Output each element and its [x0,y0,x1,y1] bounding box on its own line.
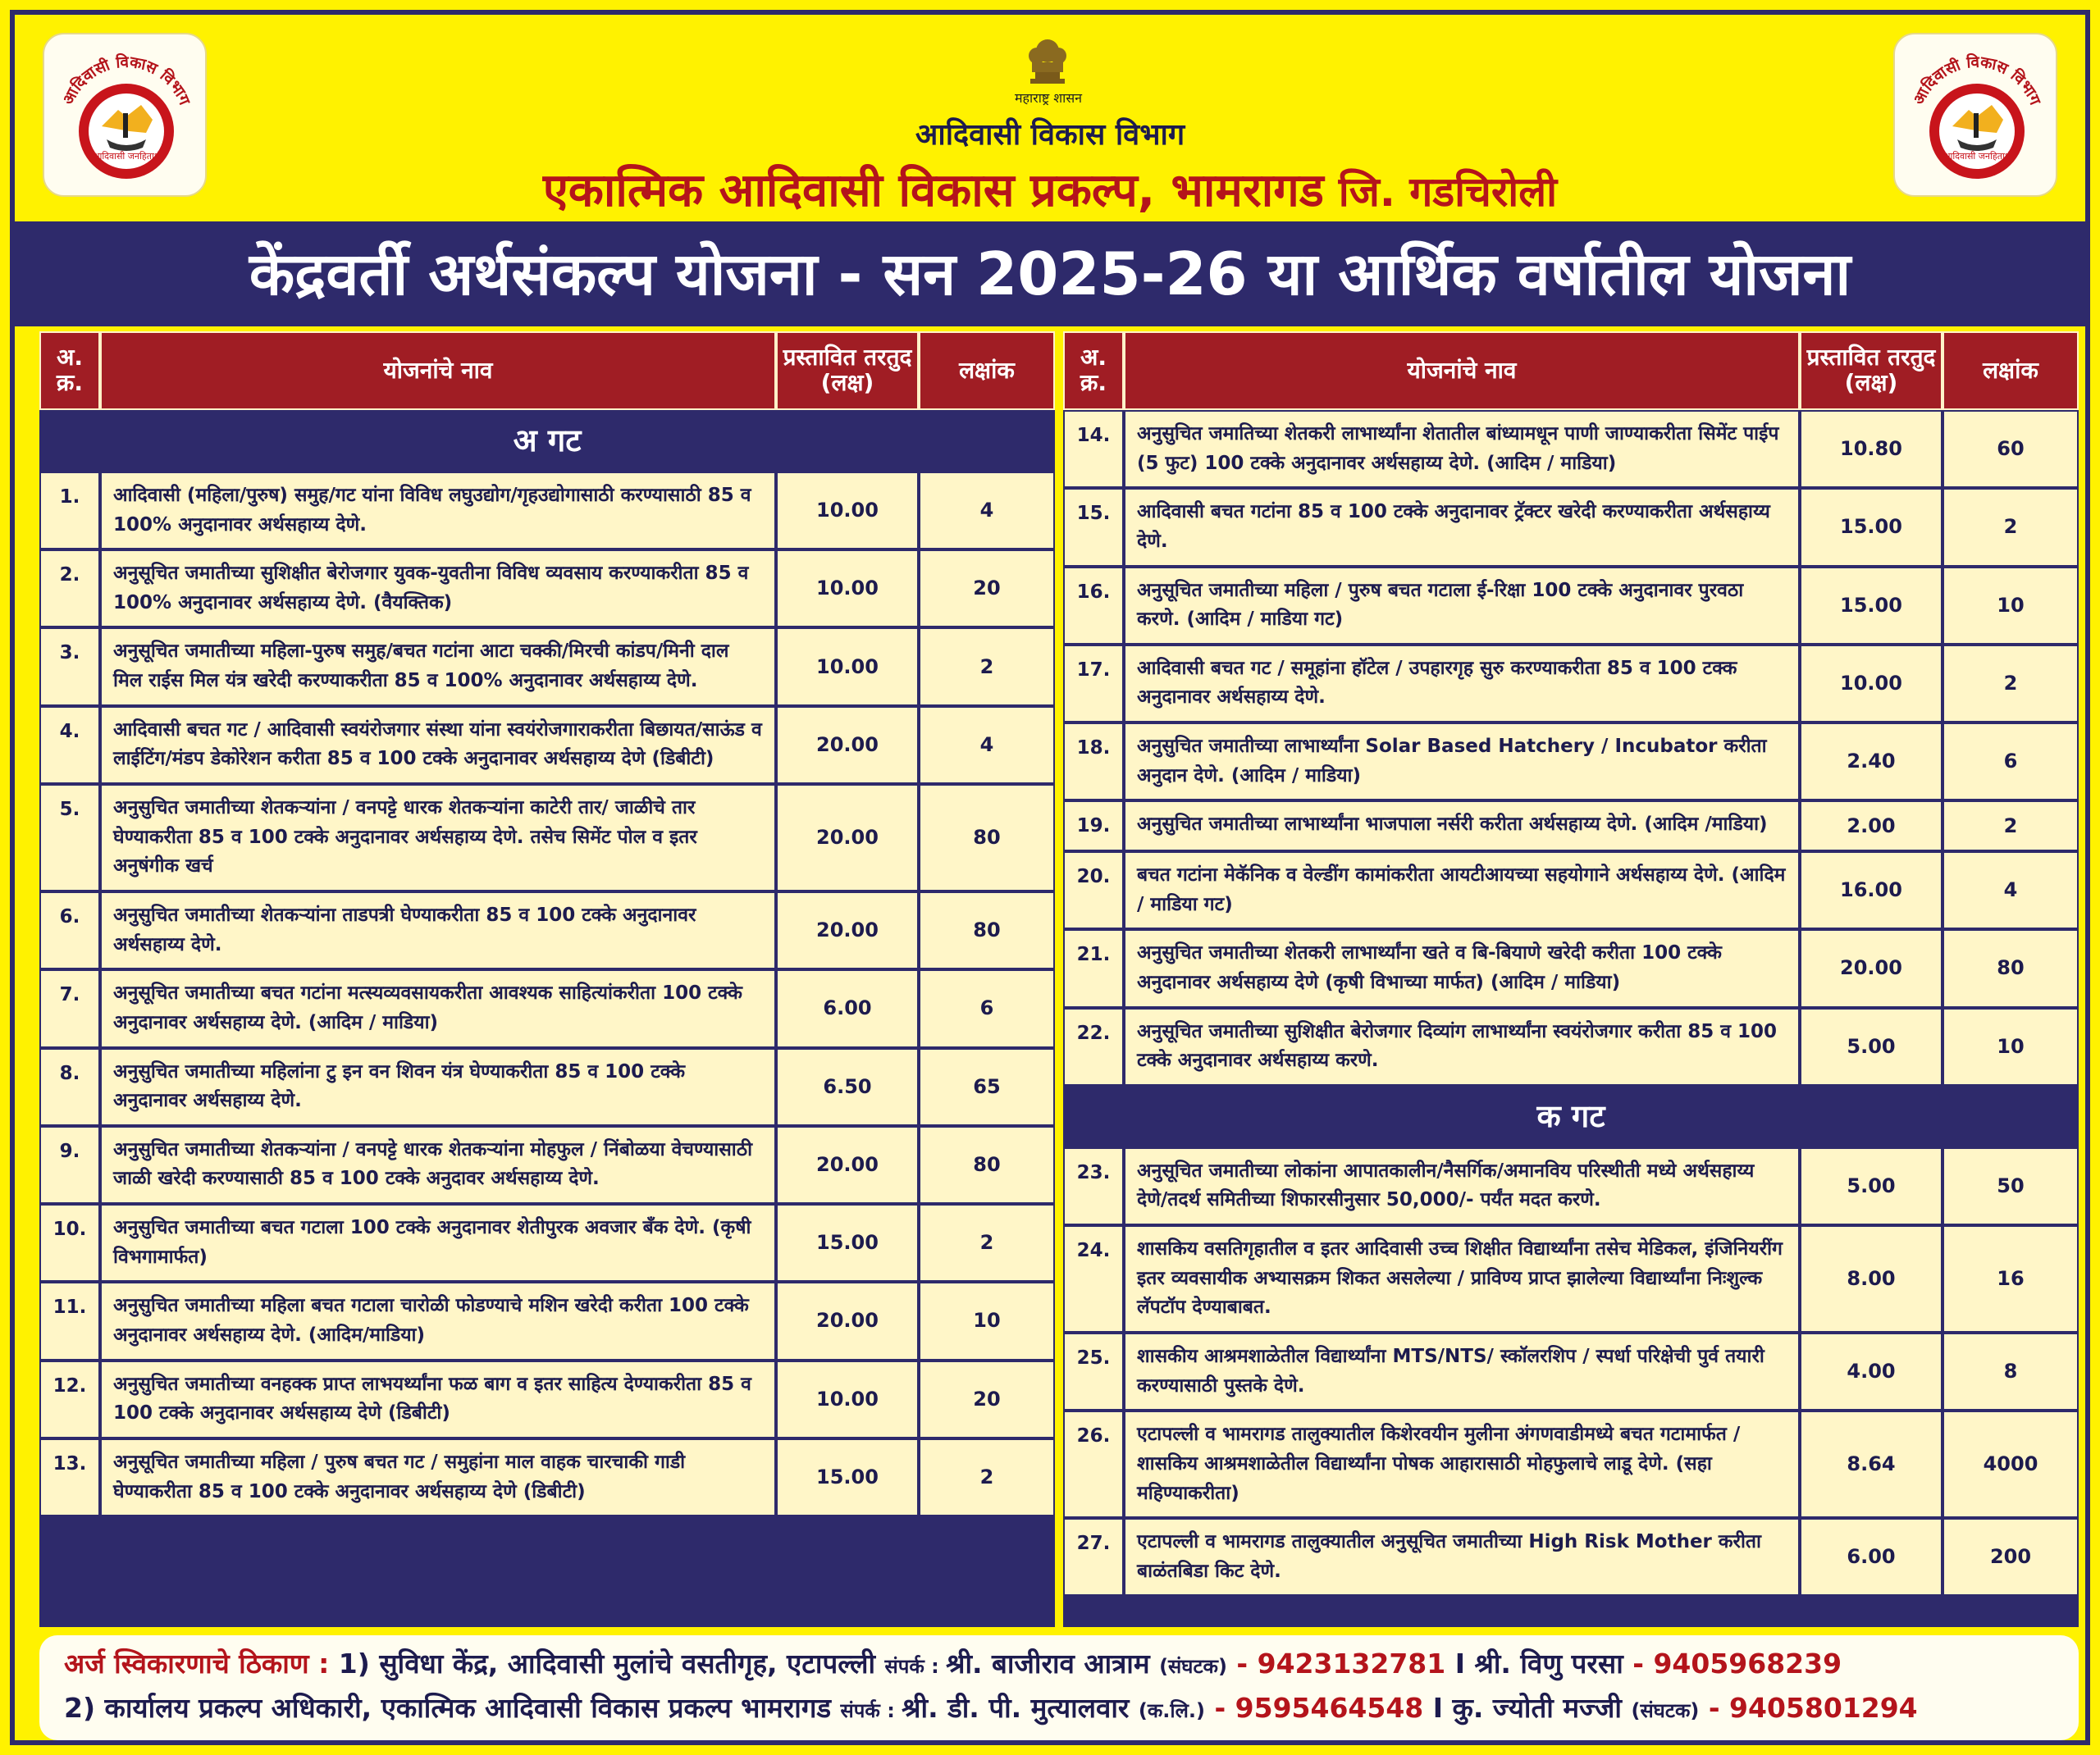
scheme-amount: 20.00 [776,1126,919,1204]
scheme-row [1063,723,2079,800]
scheme-name: अनुसुचित जमातीच्या बचत गटाला 100 टक्के अनुदानावर शेतीपुरक अवजार बँक देणे. (कृषी विभगामार्फत) [100,1204,776,1282]
scheme-target: 10 [1942,567,2079,645]
scheme-name: अनुसूचित जमातीच्या सुशिक्षीत बेरोजगार दिव्यांग लाभार्थ्यांना स्वयंरोजगार करीता 85 व 100 टक्के अनुदानावर अर्थसहाय्य करणे. [1124,1008,1800,1086]
scheme-row [1063,1008,2079,1086]
scheme-number: 26. [1063,1411,1124,1518]
scheme-name: अनुसूचित जमातीच्या महिला-पुरुष समुह/बचत गटांना आटा चक्की/मिरची कांडप/मिनी दाल मिल राईस मिल यंत्र खरेदी करण्याकरीता 85 व 100% अनुदानावर अर्थसहाय्य देणे. [100,627,776,705]
contact-label: संपर्क : [840,1699,902,1722]
contact-phone: - 9405801294 [1699,1692,1918,1724]
scheme-name: अनुसुचित जमातीच्या महिला बचत गटाला चारोळी फोडण्याचे मशिन खरेदी करीता 100 टक्के अनुदानावर अर्थसहाय्य देणे. (आदिम/माडिया) [100,1282,776,1360]
scheme-amount: 15.00 [776,1204,919,1282]
contact-phone: - 9405968239 [1632,1648,1842,1680]
scheme-name: बचत गटांना मेकॅनिक व वेल्डींग कामांकरीता आयटीआयच्या सहयोगाने अर्थसहाय्य देणे. (आदिम / माडिया गट) [1124,851,1800,929]
scheme-number: 17. [1063,645,1124,723]
place-1: 1) सुविधा केंद्र, आदिवासी मुलांचे वसतीगृह, एटापल्ली [329,1648,885,1680]
group-row-k [1063,1086,2079,1147]
scheme-row [39,969,1055,1047]
scheme-number: 14. [1063,410,1124,488]
svg-text:आदिवासी विकास विभाग: आदिवासी विकास विभाग [59,52,194,108]
scheme-number: 2. [39,549,100,627]
scheme-amount: 6.00 [1800,1518,1942,1596]
scheme-number: 1. [39,472,100,549]
header-target: लक्षांक [1942,331,2079,410]
scheme-row [1063,1411,2079,1518]
scheme-target: 200 [1942,1518,2079,1596]
scheme-name: अनुसुचित जमातीच्या शेतकरी लाभार्थ्यांना खते व बि-बियाणे खरेदी करीता 100 टक्के अनुदानावर अर्थसहाय्य देणे (कृषी विभाच्या मार्फत) (आदिम / माडिया) [1124,929,1800,1007]
right-table-body-k [1063,1147,2079,1597]
header-amount: प्रस्तावित तरतुद (लक्ष) [1800,331,1942,410]
contact-phone: - 9423132781 [1226,1648,1446,1680]
table-header-row [39,331,1055,410]
scheme-target: 4 [919,472,1055,549]
scheme-amount: 10.00 [1800,645,1942,723]
scheme-name: अनुसुचित जमातीच्या शेतकऱ्यांना ताडपत्री घेण्याकरीता 85 व 100 टक्के अनुदानावर अर्थसहाय्य देणे. [100,891,776,969]
scheme-target: 2 [1942,800,2079,851]
scheme-target: 2 [919,1438,1055,1516]
scheme-number: 15. [1063,488,1124,566]
schemes-table-right [1063,331,2079,1627]
project-title [15,157,2085,220]
scheme-number: 5. [39,784,100,891]
application-place-label: अर्ज स्विकारणाचे ठिकाण : [64,1648,330,1680]
header [15,15,2085,220]
scheme-target: 60 [1942,410,2079,488]
svg-text:आदिवासी विकास विभाग: आदिवासी विकास विभाग [1910,52,2045,108]
scheme-amount: 10.00 [776,472,919,549]
scheme-amount: 20.00 [776,706,919,784]
scheme-target: 6 [1942,723,2079,800]
schemes-table-left [39,331,1055,1627]
contact-person: श्री. विणु परसा [1474,1648,1633,1680]
scheme-number: 12. [39,1361,100,1438]
group-label: अ गट [39,410,1055,472]
contact-person: श्री. डी. पी. मुत्यालवार [902,1692,1139,1724]
scheme-target: 4 [1942,851,2079,929]
scheme-amount: 5.00 [1800,1147,1942,1225]
scheme-target: 2 [1942,645,2079,723]
scheme-number: 18. [1063,723,1124,800]
emblem-caption: महाराष्ट्र शासन [1014,90,1083,106]
scheme-amount: 15.00 [776,1438,919,1516]
scheme-amount: 8.00 [1800,1225,1942,1333]
header-sn: अ. क्र. [39,331,100,410]
scheme-amount: 16.00 [1800,851,1942,929]
scheme-name: अनुसूचित जमातीच्या महिला / पुरुष बचत गट / समुहांना माल वाहक चारचाकी गाडी घेण्याकरीता 85 व 100 टक्के अनुदानावर अर्थसहाय्य देणे (डिबीटी) [100,1438,776,1516]
scheme-name: एटापल्ली व भामरागड तालुक्यातील अनुसूचित जमातीच्या High Risk Mother करीता बाळंतबिडा किट देणे. [1124,1518,1800,1596]
scheme-amount: 10.80 [1800,410,1942,488]
scheme-row [1063,1333,2079,1411]
svg-text:आदिवासी जनहितार्थ: आदिवासी जनहितार्थ [1943,151,2011,162]
scheme-target: 4000 [1942,1411,2079,1518]
scheme-number: 8. [39,1048,100,1126]
scheme-target: 50 [1942,1147,2079,1225]
contact-footer [39,1635,2079,1740]
contact-person: श्री. बाजीराव आत्राम [946,1648,1160,1680]
scheme-target: 80 [1942,929,2079,1007]
scheme-amount: 10.00 [776,549,919,627]
scheme-row [1063,1147,2079,1225]
department-title: आदिवासी विकास विभाग [915,118,1185,152]
scheme-row [39,1282,1055,1360]
scheme-amount: 2.00 [1800,800,1942,851]
scheme-name: अनुसूचित जमातीच्या बचत गटांना मत्स्यव्यवसायकरीता आवश्यक साहित्यांकरीता 100 टक्के अनुदानावर अर्थसहाय्य देणे. (आदिम / माडिया) [100,969,776,1047]
scheme-name: अनुसुचित जमातीच्या वनहक्क प्राप्त लाभयर्थ्यांना फळ बाग व इतर साहित्य देण्याकरीता 85 व 100 टक्के अनुदानावर अर्थसहाय्य देणे (डिबीटी) [100,1361,776,1438]
scheme-row [1063,645,2079,723]
scheme-number: 9. [39,1126,100,1204]
right-group-k [1063,1086,2079,1147]
scheme-amount: 5.00 [1800,1008,1942,1086]
header-name: योजनांचे नाव [1124,331,1800,410]
scheme-number: 20. [1063,851,1124,929]
scheme-target: 80 [919,891,1055,969]
contact-person: कु. ज्योती मज्जी [1452,1692,1632,1724]
scheme-banner: केंद्रवर्ती अर्थसंकल्प योजना - सन 2025-26 या आर्थिक वर्षातील योजना [15,221,2085,326]
poster [10,10,2090,1745]
separator: I [1445,1648,1475,1680]
tribal-department-logo-icon [1895,34,2059,198]
scheme-name: आदिवासी बचत गट / आदिवासी स्वयंरोजगार संस्था यांना स्वयंरोजगाराकरीता बिछायत/साऊंड व लाईटिंग/मंडप डेकोरेशन करीता 85 व 100 टक्के अनुदानावर अर्थसहाय्य देणे (डिबीटी) [100,706,776,784]
scheme-target: 10 [919,1282,1055,1360]
scheme-name: अनुसुचित जमातिच्या शेतकरी लाभार्थ्यांना शेतातील बांध्यामधून पाणी जाण्याकरीता सिमेंट पाईप (5 फुट) 100 टक्के अनुदानावर अर्थसहाय्य देणे. (आदिम / माडिया) [1124,410,1800,488]
scheme-number: 23. [1063,1147,1124,1225]
table-header-row [1063,331,2079,410]
scheme-row [39,1048,1055,1126]
department-logo-right [1893,33,2057,197]
scheme-number: 24. [1063,1225,1124,1333]
scheme-target: 8 [1942,1333,2079,1411]
district-name: जि. गडचिरोली [1338,168,1558,216]
scheme-name: अनुसुचित जमातीच्या लाभार्थ्यांना Solar Based Hatchery / Incubator करीता अनुदान देणे. (आदिम / माडिया) [1124,723,1800,800]
scheme-row [39,891,1055,969]
scheme-row [39,1438,1055,1516]
header-sn: अ. क्र. [1063,331,1124,410]
scheme-row [1063,1225,2079,1333]
scheme-row [1063,800,2079,851]
scheme-row [39,1126,1055,1204]
scheme-number: 11. [39,1282,100,1360]
scheme-target: 80 [919,1126,1055,1204]
scheme-name: अनुसुचित जमातीच्या महिलांना टु इन वन शिवन यंत्र घेण्याकरीता 85 व 100 टक्के अनुदानावर अर्थसहाय्य देणे. [100,1048,776,1126]
scheme-amount: 2.40 [1800,723,1942,800]
scheme-target: 65 [919,1048,1055,1126]
scheme-number: 25. [1063,1333,1124,1411]
header-amount: प्रस्तावित तरतुद (लक्ष) [776,331,919,410]
scheme-row [39,1204,1055,1282]
scheme-number: 4. [39,706,100,784]
scheme-name: अनुसूचित जमातीच्या सुशिक्षीत बेरोजगार युवक-युवतीना विविध व्यवसाय करण्याकरीता 85 व 100% अनुदानावर अर्थसहाय्य देणे. (वैयक्तिक) [100,549,776,627]
scheme-amount: 20.00 [776,784,919,891]
scheme-target: 80 [919,784,1055,891]
scheme-name: शासकीय आश्रमशाळेतील विद्यार्थ्यांना MTS/NTS/ स्कॉलरशिप / स्पर्धा परिक्षेची पुर्व तयारी करण्यासाठी पुस्तके देणे. [1124,1333,1800,1411]
header-target: लक्षांक [919,331,1055,410]
scheme-amount: 6.50 [776,1048,919,1126]
scheme-number: 6. [39,891,100,969]
right-table-body-a [1063,410,2079,1086]
scheme-target: 10 [1942,1008,2079,1086]
scheme-target: 2 [1942,488,2079,566]
scheme-row [39,472,1055,549]
scheme-amount: 4.00 [1800,1333,1942,1411]
scheme-target: 20 [919,1361,1055,1438]
scheme-target: 16 [1942,1225,2079,1333]
scheme-amount: 8.64 [1800,1411,1942,1518]
scheme-amount: 6.00 [776,969,919,1047]
project-name: एकात्मिक आदिवासी विकास प्रकल्प, भामरागड [542,164,1324,217]
footer-line-2 [64,1686,2054,1730]
scheme-name: अनुसुचित जमातीच्या शेतकऱ्यांना / वनपट्टे धारक शेतकऱ्यांना काटेरी तार/ जाळीचे तार घेण्याकरीता 85 व 100 टक्के अनुदानावर अर्थसहाय्य देणे. तसेच सिमेंट पोल व इतर अनुषंगीक खर्च [100,784,776,891]
scheme-name: अनुसुचित जमातीच्या लाभार्थ्यांना भाजपाला नर्सरी करीता अर्थसहाय्य देणे. (आदिम /माडिया) [1124,800,1800,851]
scheme-number: 16. [1063,567,1124,645]
scheme-row [39,784,1055,891]
place-2: 2) कार्यालय प्रकल्प अधिकारी, एकात्मिक आदिवासी विकास प्रकल्प भामरागड [64,1692,841,1724]
scheme-amount: 20.00 [776,891,919,969]
group-label: क गट [1063,1086,2079,1147]
scheme-row [1063,488,2079,566]
scheme-row [39,627,1055,705]
svg-text:आदिवासी जनहितार्थ: आदिवासी जनहितार्थ [93,151,160,162]
contact-phone: - 9595464548 [1204,1692,1424,1724]
scheme-name: आदिवासी बचत गटांना 85 व 100 टक्के अनुदानावर ट्रॅक्टर खरेदी करण्याकरीता अर्थसहाय्य देणे. [1124,488,1800,566]
scheme-row [1063,410,2079,488]
scheme-row [39,549,1055,627]
scheme-number: 27. [1063,1518,1124,1596]
scheme-number: 13. [39,1438,100,1516]
scheme-target: 2 [919,1204,1055,1282]
scheme-name: शासकिय वसतिगृहातील व इतर आदिवासी उच्च शिक्षीत विद्यार्थ्यांना तसेच मेडिकल, इंजिनियरींग इतर व्यवसायीक अभ्यासक्रम शिकत असलेल्या / प्राविण्य प्राप्त झालेल्या विद्यार्थ्यांना निःशुल्क लॅपटॉप देण्याबाबत. [1124,1225,1800,1333]
scheme-amount: 10.00 [776,627,919,705]
separator: I [1423,1692,1453,1724]
group-row-a [39,410,1055,472]
scheme-row [1063,567,2079,645]
contact-label: संपर्क : [884,1655,947,1678]
scheme-target: 2 [919,627,1055,705]
contact-role: (संघटक) [1631,1699,1700,1722]
contact-role: (क.लि.) [1138,1699,1205,1722]
scheme-target: 6 [919,969,1055,1047]
scheme-number: 19. [1063,800,1124,851]
scheme-name: अनुसुचित जमातीच्या शेतकऱ्यांना / वनपट्टे धारक शेतकऱ्यांना मोहफुल / निंबोळया वेचण्यासाठी जाळी खरेदी करण्यासाठी 85 व 100 टक्के अनुदावर अर्थसहाय्य देणे. [100,1126,776,1204]
footer-line-1 [64,1642,2054,1686]
scheme-number: 10. [39,1204,100,1282]
contact-role: (संघटक) [1159,1655,1227,1678]
scheme-amount: 20.00 [1800,929,1942,1007]
scheme-row [1063,851,2079,929]
scheme-amount: 15.00 [1800,488,1942,566]
scheme-name: अनुसूचित जमातीच्या लोकांना आपातकालीन/नैसर्गिक/अमानविय परिस्थीती मध्ये अर्थसहाय्य देणे/तदर्थ समितीच्या शिफारसीनुसार 50,000/- पर्यंत मदत करणे. [1124,1147,1800,1225]
scheme-name: एटापल्ली व भामरागड तालुक्यातील किशेरवयीन मुलीना अंगणवाडीमध्ये बचत गटामार्फत / शासकिय आश्रमशाळेतील विद्यार्थ्यांना पोषक आहारासाठी मोहफुलाचे लाडू देणे. (सहा महिण्याकरीता) [1124,1411,1800,1518]
scheme-amount: 10.00 [776,1361,919,1438]
scheme-row [1063,1518,2079,1596]
scheme-row [39,706,1055,784]
left-table-body [39,410,1055,1516]
scheme-row [39,1361,1055,1438]
scheme-number: 21. [1063,929,1124,1007]
scheme-target: 20 [919,549,1055,627]
header-name: योजनांचे नाव [100,331,776,410]
scheme-amount: 20.00 [776,1282,919,1360]
scheme-name: अनुसूचित जमातीच्या महिला / पुरुष बचत गटाला ई-रिक्षा 100 टक्के अनुदानावर पुरवठा करणे. (आदिम / माडिया गट) [1124,567,1800,645]
scheme-row [1063,929,2079,1007]
scheme-target: 4 [919,706,1055,784]
scheme-name: आदिवासी बचत गट / समूहांना हॉटेल / उपहारगृह सुरु करण्याकरीता 85 व 100 टक्क अनुदानावर अर्थसहाय्य देणे. [1124,645,1800,723]
scheme-amount: 15.00 [1800,567,1942,645]
scheme-name: आदिवासी (महिला/पुरुष) समुह/गट यांना विविध लघुउद्योग/गृहउद्योगासाठी करण्यासाठी 85 व 100% अनुदानावर अर्थसहाय्य देणे. [100,472,776,549]
scheme-number: 3. [39,627,100,705]
scheme-number: 7. [39,969,100,1047]
scheme-number: 22. [1063,1008,1124,1086]
